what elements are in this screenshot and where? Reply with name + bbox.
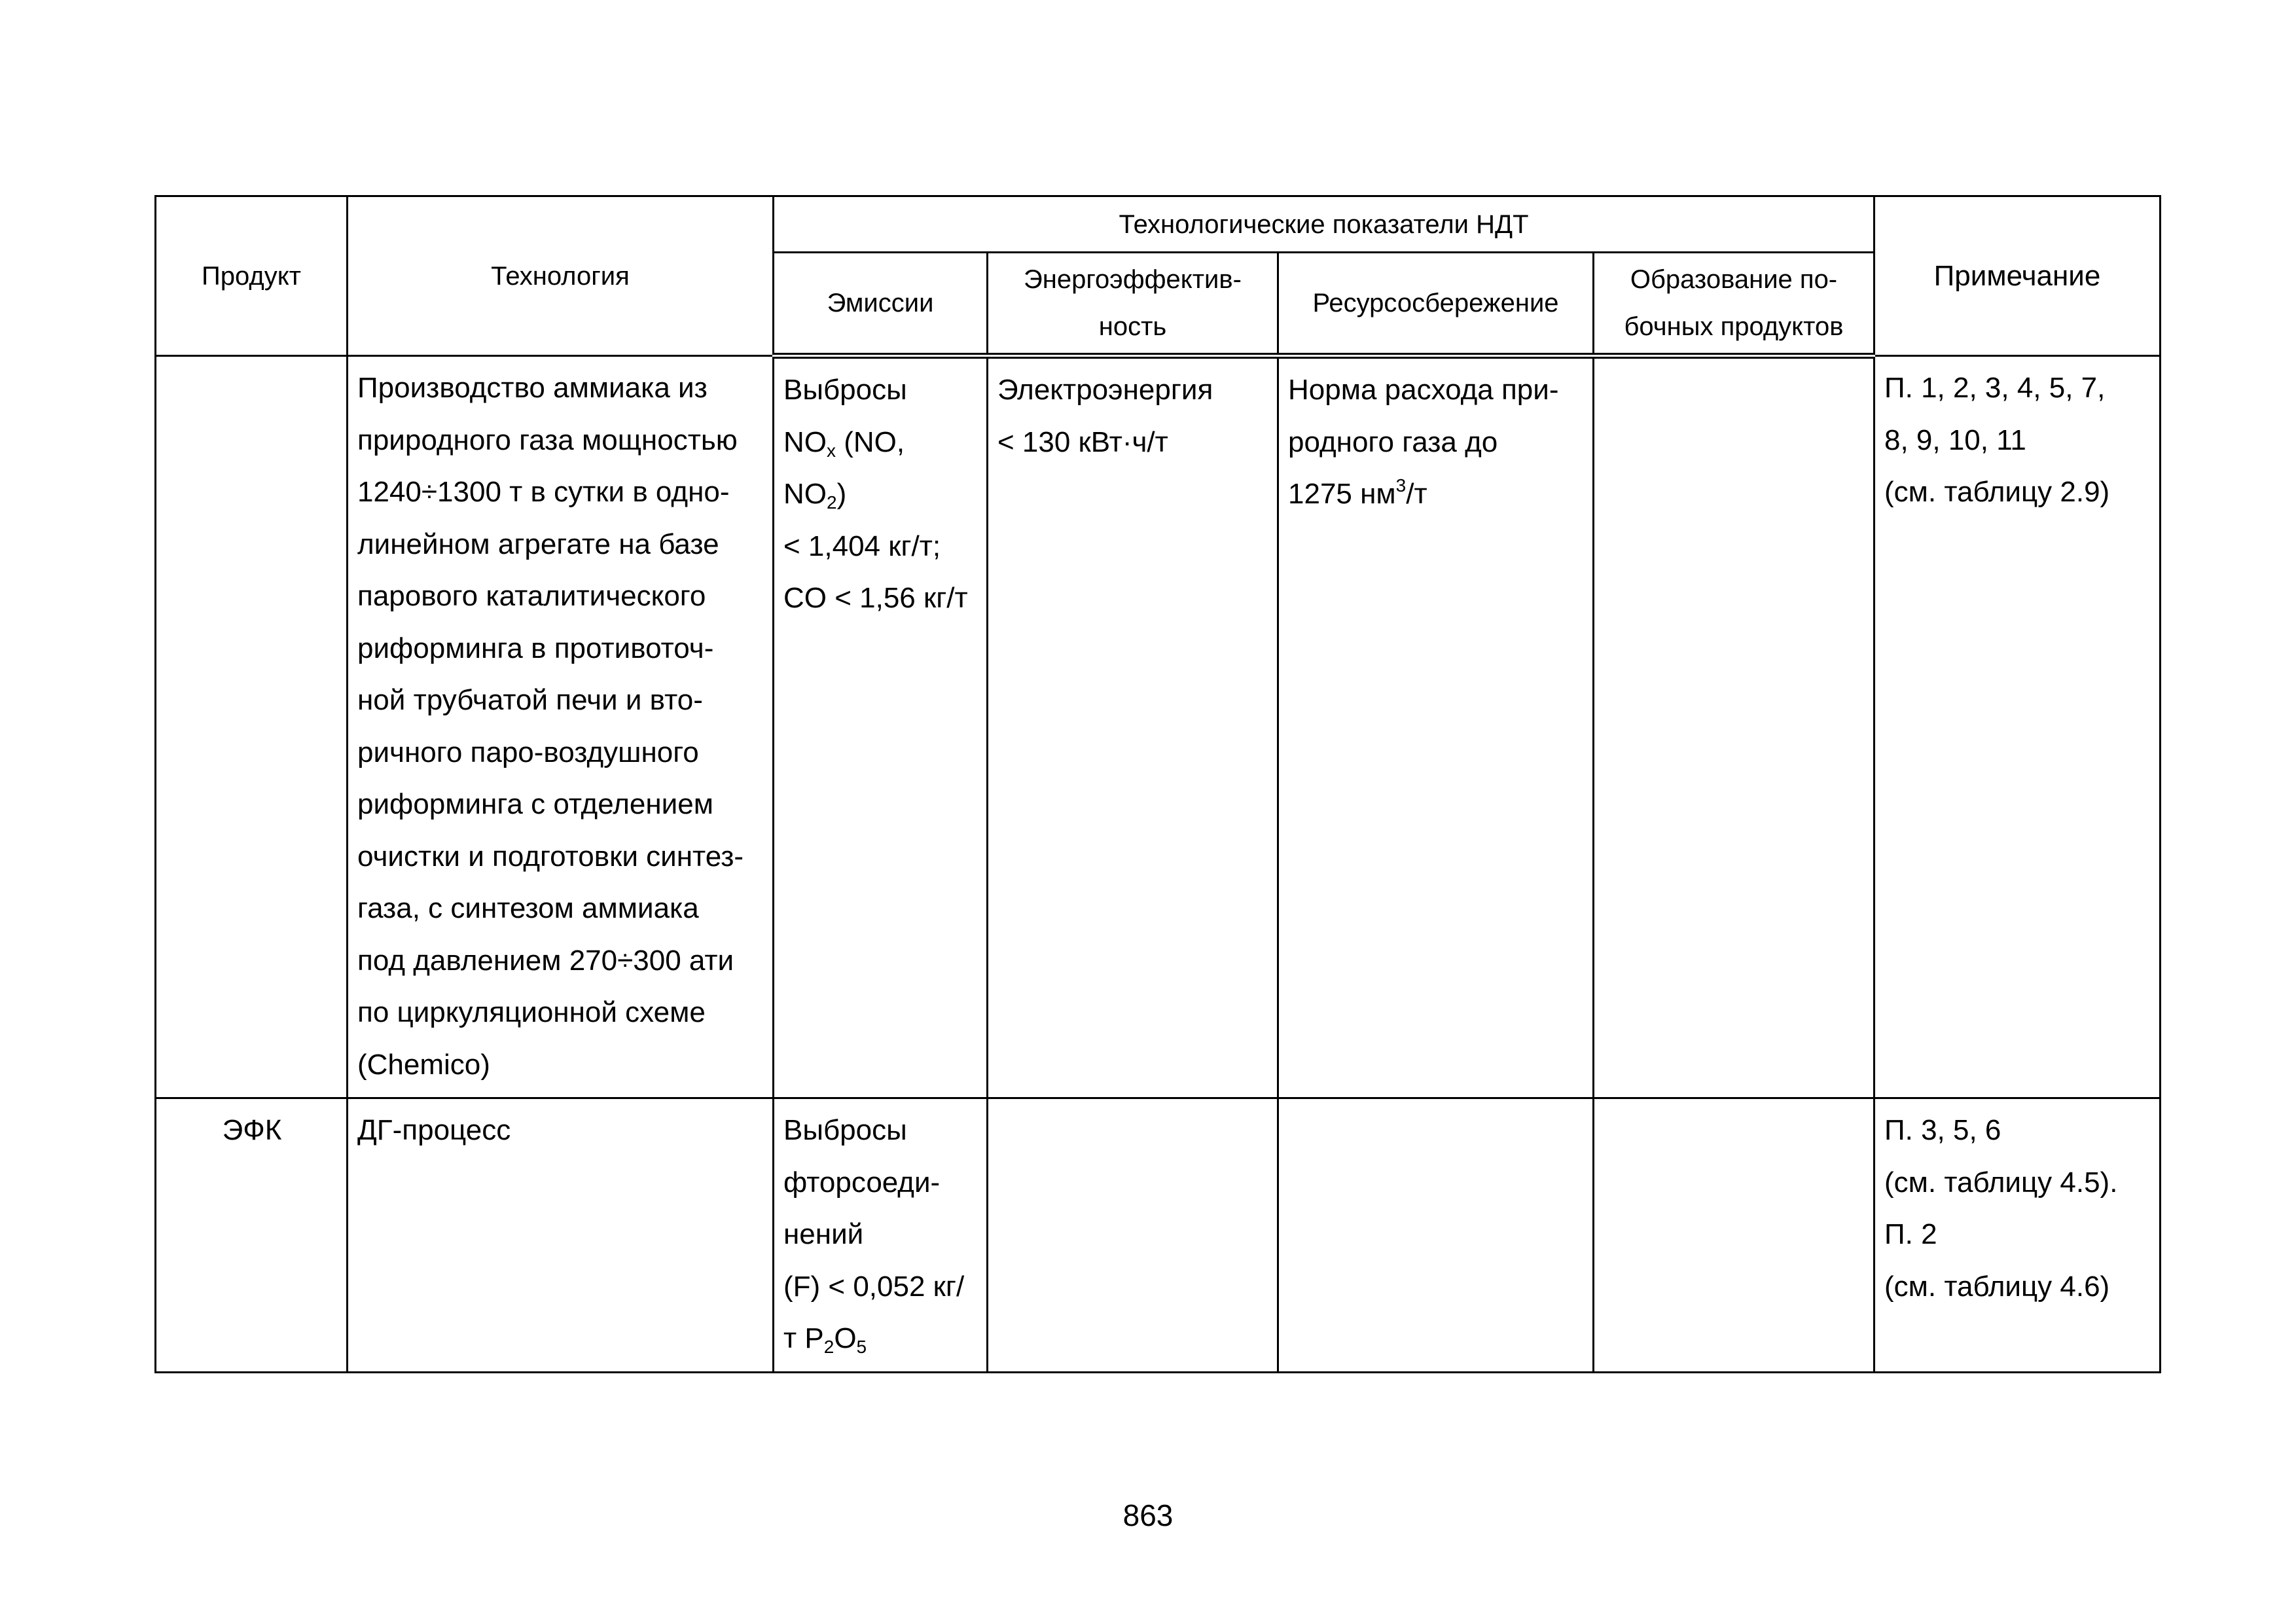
header-byproducts — [1594, 253, 1874, 356]
emissions-line: CO < 1,56 кг/т — [783, 582, 968, 614]
technology-line: ДГ-процесс — [357, 1114, 511, 1146]
note-line: (см. таблицу 4.6) — [1884, 1270, 2110, 1303]
note-line: 8, 9, 10, 11 — [1884, 424, 2026, 456]
subscript: 2 — [827, 492, 837, 513]
header-energy-line-1: Энергоэффектив- — [1024, 265, 1242, 294]
emissions-line: (F) < 0,052 кг/ — [783, 1270, 965, 1303]
resource-text: /т — [1406, 478, 1427, 510]
emissions-line — [783, 1312, 978, 1365]
note-line: П. 3, 5, 6 — [1884, 1114, 2001, 1146]
technology-line: риформинга с отделением — [357, 788, 713, 820]
cell-emissions — [774, 1098, 988, 1373]
technology-line: ной трубчатой печи и вто- — [357, 684, 703, 716]
header-byproducts-line-1: Образование по- — [1630, 265, 1838, 294]
bat-indicators-table — [154, 195, 2161, 1373]
emissions-line: фторсоеди- — [783, 1166, 941, 1199]
cell-byproducts — [1594, 1098, 1874, 1373]
table-row — [156, 1098, 2161, 1373]
header-energy-line-2: ность — [1098, 312, 1167, 341]
technology-line: (Chemico) — [357, 1048, 490, 1081]
cell-energy-efficiency — [988, 1098, 1278, 1373]
no2-formula: NO — [783, 478, 827, 510]
resource-line — [1288, 468, 1585, 520]
cell-resource-saving — [1278, 356, 1594, 1098]
cell-emissions — [774, 356, 988, 1098]
subscript: 5 — [856, 1337, 867, 1357]
technology-line: по циркуляционной схеме — [357, 996, 706, 1028]
resource-line: Норма расхода при- — [1288, 374, 1559, 406]
technology-line: газа, с синтезом аммиака — [357, 892, 699, 924]
emissions-line: < 1,404 кг/т; — [783, 530, 941, 562]
technology-line: риформинга в противоточ- — [357, 632, 714, 664]
subscript: x — [827, 440, 836, 461]
nox-formula: NO — [783, 425, 827, 458]
technology-line: природного газа мощностью — [357, 424, 738, 456]
header-byproducts-line-2: бочных продуктов — [1624, 312, 1844, 341]
cell-byproducts — [1594, 356, 1874, 1098]
emissions-line: нений — [783, 1218, 864, 1250]
subscript: 2 — [823, 1337, 834, 1357]
cell-note — [1874, 1098, 2161, 1373]
header-emissions: Эмиссии — [774, 253, 988, 356]
emissions-line: Выбросы — [783, 374, 907, 406]
technology-line: Производство аммиака из — [357, 372, 708, 404]
header-bat-indicators: Технологические показатели НДТ — [774, 196, 1874, 253]
cell-technology — [348, 1098, 774, 1373]
p2o5-formula: т P — [783, 1322, 824, 1354]
energy-line: Электроэнергия — [997, 374, 1213, 406]
emissions-text: ) — [836, 478, 847, 510]
note-line: П. 2 — [1884, 1218, 1937, 1250]
superscript: 3 — [1395, 475, 1407, 496]
technology-line: ричного паро-воздушного — [357, 736, 699, 768]
cell-product — [156, 356, 348, 1098]
note-line: (см. таблицу 2.9) — [1884, 476, 2110, 508]
p2o5-formula: O — [834, 1322, 857, 1354]
resource-line: родного газа до — [1288, 425, 1498, 458]
resource-text: 1275 нм — [1288, 478, 1396, 510]
technology-line: очистки и подготовки синтез- — [357, 840, 744, 873]
cell-note — [1874, 356, 2161, 1098]
header-note: Примечание — [1874, 196, 2161, 356]
cell-technology — [348, 356, 774, 1098]
header-resource-saving: Ресурсосбережение — [1278, 253, 1594, 356]
note-line: П. 1, 2, 3, 4, 5, 7, — [1884, 372, 2106, 404]
header-energy-efficiency — [988, 253, 1278, 356]
table-row — [156, 356, 2161, 1098]
technology-line: парового каталитического — [357, 580, 706, 612]
emissions-text: (NO, — [836, 425, 905, 458]
header-product: Продукт — [156, 196, 348, 356]
emissions-line — [783, 468, 978, 520]
cell-resource-saving — [1278, 1098, 1594, 1373]
note-line: (см. таблицу 4.5). — [1884, 1166, 2118, 1199]
energy-line: < 130 кВт·ч/т — [997, 425, 1168, 458]
cell-product: ЭФК — [156, 1098, 348, 1373]
page-number: 863 — [1122, 1498, 1174, 1532]
cell-energy-efficiency — [988, 356, 1278, 1098]
header-technology: Технология — [348, 196, 774, 356]
technology-line: 1240÷1300 т в сутки в одно- — [357, 476, 730, 508]
emissions-line — [783, 416, 978, 469]
technology-line: линейном агрегате на базе — [357, 528, 719, 560]
emissions-line: Выбросы — [783, 1114, 907, 1146]
technology-line: под давлением 270÷300 ати — [357, 944, 734, 977]
